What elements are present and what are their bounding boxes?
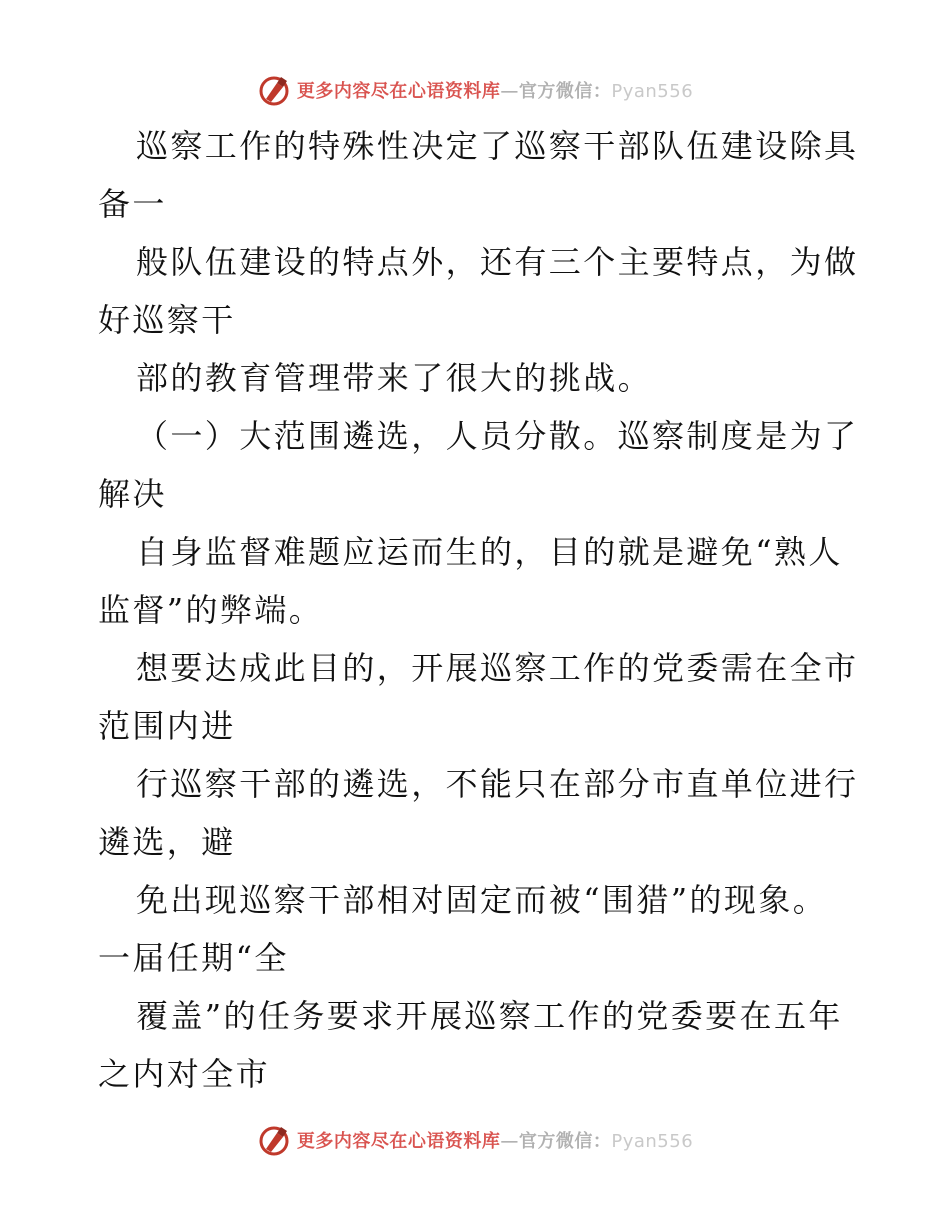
banner-text	[297, 77, 693, 103]
text-line: 巡察工作的特殊性决定了巡察干部队伍建设除具	[136, 127, 859, 165]
text-line: 部的教育管理带来了很大的挑战。	[136, 359, 653, 397]
text-line: 解决	[98, 475, 167, 513]
banner-wechat-label: 官方微信：	[518, 1131, 612, 1152]
text-line: （一）大范围遴选，人员分散。巡察制度是为了	[136, 417, 859, 455]
text-line: 范围内进	[98, 707, 236, 745]
text-line: 自身监督难题应运而生的，目的就是避免“熟人	[136, 533, 843, 571]
banner-main-text: 更多内容尽在心语资料库	[296, 81, 501, 102]
banner-separator: —	[500, 1131, 519, 1152]
text-line: 想要达成此目的，开展巡察工作的党委需在全市	[136, 649, 859, 687]
text-line: 监督”的弊端。	[98, 591, 324, 629]
footer-banner	[0, 1122, 950, 1158]
text-line: 般队伍建设的特点外，还有三个主要特点，为做	[136, 243, 859, 281]
text-line: 好巡察干	[98, 301, 236, 339]
pen-nib-circle-icon	[257, 1123, 291, 1157]
pen-nib-circle-icon	[257, 73, 291, 107]
banner-wechat-id: Pyan556	[611, 1131, 694, 1152]
text-line: 备一	[98, 185, 167, 223]
banner-main-text: 更多内容尽在心语资料库	[296, 1131, 501, 1152]
banner-separator: —	[500, 81, 519, 102]
text-line: 行巡察干部的遴选，不能只在部分市直单位进行	[136, 765, 859, 803]
banner-text	[297, 1127, 693, 1153]
header-banner	[0, 72, 950, 108]
text-line: 遴选，避	[98, 823, 236, 861]
banner-wechat-label: 官方微信：	[518, 81, 612, 102]
text-line: 免出现巡察干部相对固定而被“围猎”的现象。	[136, 881, 828, 919]
text-line: 一届任期“全	[98, 939, 289, 977]
document-body	[98, 117, 858, 1103]
text-line: 覆盖”的任务要求开展巡察工作的党委要在五年	[136, 997, 843, 1035]
banner-wechat-id: Pyan556	[611, 81, 694, 102]
text-line: 之内对全市	[98, 1055, 271, 1093]
